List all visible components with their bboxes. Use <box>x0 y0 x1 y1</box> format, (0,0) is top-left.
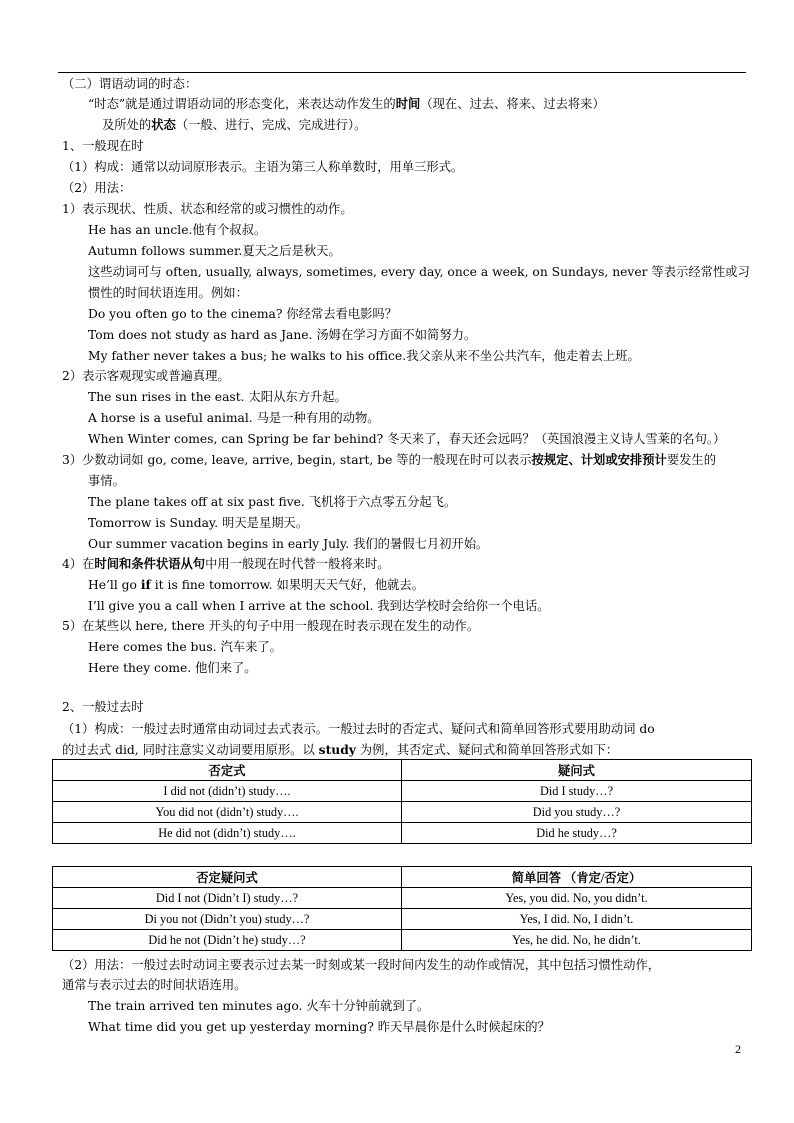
example: When Winter comes, can Spring be far behind? 冬天来了，春天还会远吗？（英国浪漫主义诗人雪莱的名句。） <box>88 432 726 446</box>
table-cell: Did you study…? <box>402 802 752 823</box>
table-row <box>53 909 752 930</box>
example: Here comes the bus. 汽车来了。 <box>88 640 282 654</box>
example: A horse is a useful animal. 马是一种有用的动物。 <box>88 411 380 425</box>
table-cell: Did he study…? <box>402 823 752 844</box>
construct-present: （1）构成：通常以动词原形表示。主语为第三人称单数时，用单三形式。 <box>62 160 464 174</box>
example: I’ll give you a call when I arrive at the school. 我到达学校时会给你一个电话。 <box>88 599 550 613</box>
example: He has an uncle.他有个叔叔。 <box>88 223 267 237</box>
table-cell: Did he not (Didn’t he) study…? <box>53 930 402 951</box>
table-header: 疑问式 <box>402 760 752 781</box>
page-number: 2 <box>735 1042 741 1056</box>
table-cell: Did I not (Didn’t I) study…? <box>53 888 402 909</box>
construct-past-1: （1）构成：一般过去时通常由动词过去式表示。一般过去时的否定式、疑问式和简单回答形式要用助动词 do <box>62 722 655 736</box>
table-row <box>53 930 752 951</box>
usage-past-2: 通常与表示过去的时间状语连用。 <box>62 978 247 992</box>
usage-past-1: （2）用法：一般过去时动词主要表示过去某一时刻或某一段时间内发生的动作或情况，其中包括习惯性动作， <box>62 958 661 972</box>
table-header: 否定疑问式 <box>53 867 402 888</box>
header-rule <box>58 72 746 73</box>
section-title: （二）谓语动词的时态： <box>62 77 198 91</box>
example: Tomorrow is Sunday. 明天是星期天。 <box>88 516 309 530</box>
table-cell: He did not (didn’t) study…. <box>53 823 402 844</box>
example: He’ll go if it is fine tomorrow. 如果明天天气好，他就去。 <box>88 577 425 592</box>
intro-line-1: “时态”就是通过谓语动词的形态变化，来表达动作发生的时间（现在、过去、将来、过去将来） <box>88 96 605 111</box>
table-cell: Did I study…? <box>402 781 752 802</box>
construct-past-2: 的过去式 did, 同时注意实义动词要用原形。以 study 为例，其否定式、疑问式和简单回答形式如下： <box>62 742 619 757</box>
table-cell: Di you not (Didn’t you) study…? <box>53 909 402 930</box>
table-cell: I did not (didn’t) study…. <box>53 781 402 802</box>
example: My father never takes a bus; he walks to his office.我父亲从来不坐公共汽车，他走着去上班。 <box>88 349 640 363</box>
usage-3-cont: 事情。 <box>88 474 125 488</box>
table-cell: Yes, you did. No, you didn’t. <box>402 888 752 909</box>
example: Here they come. 他们来了。 <box>88 661 257 675</box>
table-header: 否定式 <box>53 760 402 781</box>
example: The plane takes off at six past five. 飞机将于六点零五分起飞。 <box>88 495 457 509</box>
usage-2: 2）表示客观现实或普遍真理。 <box>62 369 230 383</box>
note: 这些动词可与 often, usually, always, sometimes, every day, once a week, on Sundays, never 等表示经常性或习 <box>88 265 750 279</box>
usage-1: 1）表示现状、性质、状态和经常的或习惯性的动作。 <box>62 202 353 216</box>
example: The train arrived ten minutes ago. 火车十分钟前就到了。 <box>88 999 430 1013</box>
usage-3: 3）少数动词如 go, come, leave, arrive, begin, start, be 等的一般现在时可以表示按规定、计划或安排预计要发生的 <box>62 452 717 467</box>
example: Our summer vacation begins in early July. 我们的暑假七月初开始。 <box>88 537 489 551</box>
table-header: 简单回答 （肯定/否定） <box>402 867 752 888</box>
intro-line-2: 及所处的状态（一般、进行、完成、完成进行）。 <box>102 117 367 132</box>
table-row <box>53 802 752 823</box>
example: Tom does not study as hard as Jane. 汤姆在学习方面不如简努力。 <box>88 328 477 342</box>
note: 惯性的时间状语连用。例如： <box>88 286 248 300</box>
example: Autumn follows summer.夏天之后是秋天。 <box>88 244 341 258</box>
table-row <box>53 823 752 844</box>
usage-4: 4）在时间和条件状语从句中用一般现在时代替一般将来时。 <box>62 556 390 571</box>
usage-5: 5）在某些以 here, there 开头的句子中用一般现在时表示现在发生的动作。 <box>62 619 480 633</box>
table-cell: You did not (didn’t) study…. <box>53 802 402 823</box>
table-row <box>53 781 752 802</box>
table-negative-interrogative <box>52 759 752 844</box>
heading-simple-past: 2、一般过去时 <box>62 700 144 714</box>
table-cell: Yes, he did. No, he didn’t. <box>402 930 752 951</box>
usage-label-present: （2）用法： <box>62 181 132 195</box>
example: Do you often go to the cinema? 你经常去看电影吗？ <box>88 307 398 321</box>
example: What time did you get up yesterday morning? 昨天早晨你是什么时候起床的？ <box>88 1020 550 1034</box>
heading-simple-present: 1、一般现在时 <box>62 139 144 153</box>
table-cell: Yes, I did. No, I didn’t. <box>402 909 752 930</box>
example: The sun rises in the east. 太阳从东方升起。 <box>88 390 347 404</box>
table-row <box>53 888 752 909</box>
table-neg-question-short-answer <box>52 866 752 951</box>
